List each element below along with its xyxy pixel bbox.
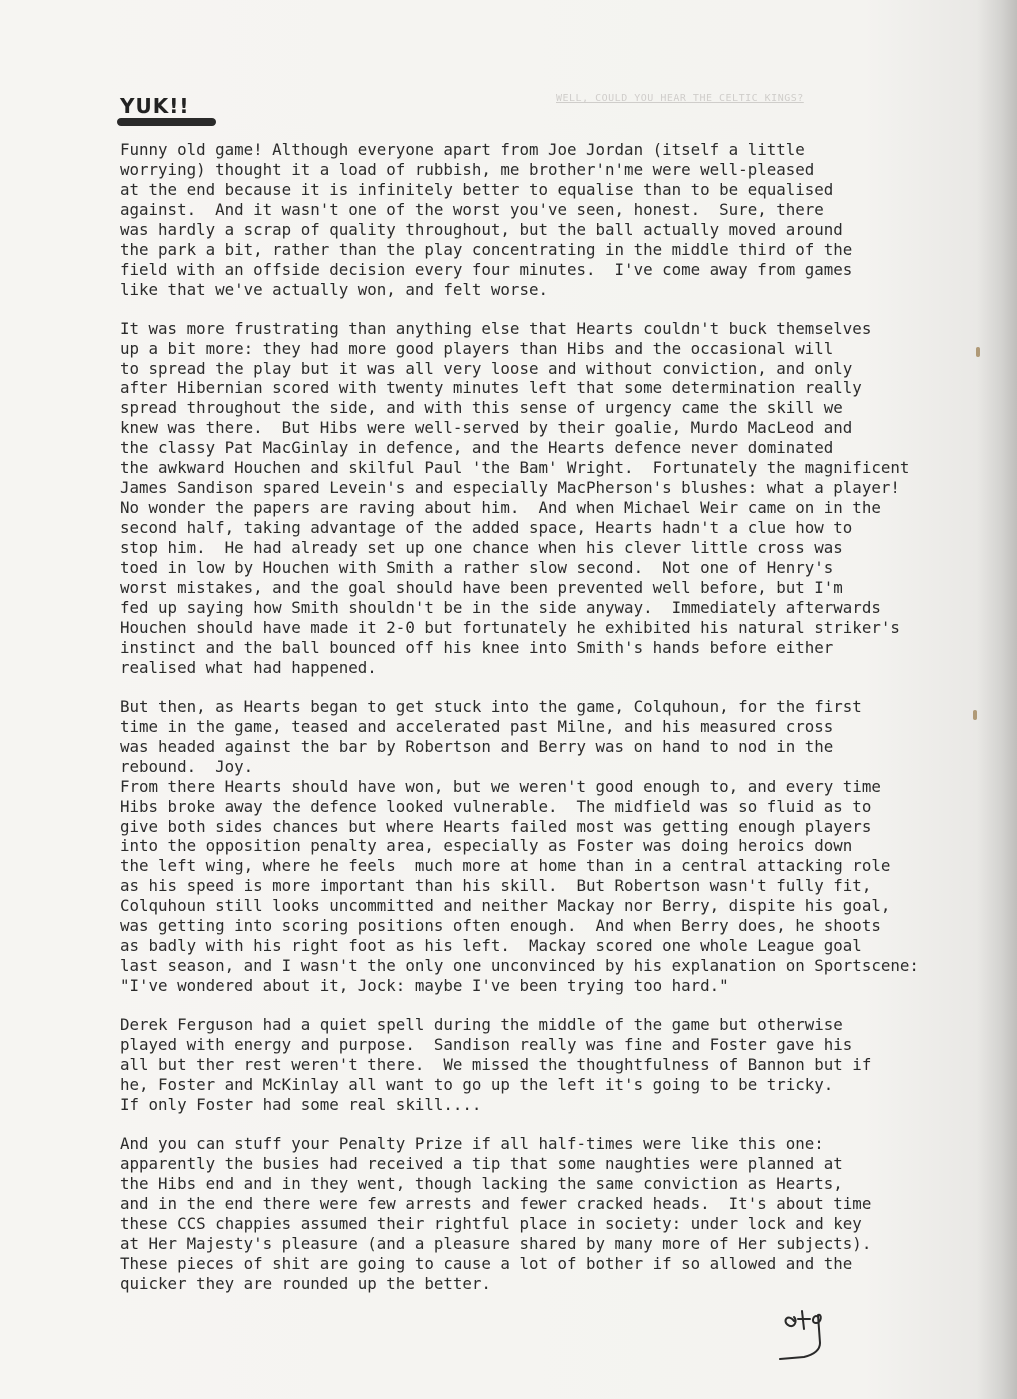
- text-line: Hibs broke away the defence looked vulnerable. The midfield was so fluid as to: [120, 796, 872, 816]
- text-line: James Sandison spared Levein's and especially MacPherson's blushes: what a player!: [120, 478, 900, 498]
- text-line: played with energy and purpose. Sandison really was fine and Foster gave his: [120, 1035, 853, 1055]
- text-line: at the end because it is infinitely better to equalise than to be equalised: [120, 179, 834, 199]
- text-line: quicker they are rounded up the better.: [120, 1273, 491, 1293]
- text-line: Colquhoun still looks uncommitted and neither Mackay nor Berry, dispite his goal,: [120, 896, 891, 916]
- text-line: Funny old game! Although everyone apart from Joe Jordan (itself a little: [120, 140, 805, 159]
- text-line: Derek Ferguson had a quiet spell during the middle of the game but otherwise: [120, 1015, 843, 1035]
- text-line: fed up saying how Smith shouldn't be in the side anyway. Immediately afterwards: [120, 597, 881, 617]
- handwritten-signature: [774, 1303, 874, 1373]
- text-line: after Hibernian scored with twenty minutes left that some determination really: [120, 378, 862, 398]
- text-line: time in the game, teased and accelerated past Milne, and his measured cross: [120, 716, 834, 736]
- text-line: against. And it wasn't one of the worst you've seen, honest. Sure, there: [120, 199, 824, 219]
- text-line: the Hibs end and in they went, though lacking the same conviction as Hearts,: [120, 1173, 843, 1193]
- text-line: worst mistakes, and the goal should have been prevented well before, but I'm: [120, 578, 843, 598]
- text-line: rebound. Joy.: [120, 756, 254, 776]
- paragraph-gap: [120, 1115, 950, 1134]
- text-line: into the opposition penalty area, especially as Foster was doing heroics down: [120, 836, 853, 856]
- text-line: If only Foster had some real skill....: [120, 1094, 482, 1114]
- paragraph-gap: [120, 678, 950, 697]
- text-line: at Her Majesty's pleasure (and a pleasure shared by many more of Her subjects).: [120, 1233, 872, 1253]
- text-line: the classy Pat MacGinlay in defence, and the Hearts defence never dominated: [120, 438, 834, 458]
- text-line: It was more frustrating than anything else that Hearts couldn't buck themselves: [120, 318, 872, 338]
- paragraph: [120, 1134, 950, 1294]
- text-line: like that we've actually won, and felt worse.: [120, 279, 548, 299]
- text-line: But then, as Hearts began to get stuck into the game, Colquhoun, for the first: [120, 696, 862, 716]
- text-line: he, Foster and McKinlay all want to go up the left it's going to be tricky.: [120, 1074, 834, 1094]
- text-line: worrying) thought it a load of rubbish, me brother'n'me were well-pleased: [120, 159, 815, 179]
- text-line: was hardly a scrap of quality throughout, but the ball actually moved around: [120, 219, 843, 239]
- text-line: the awkward Houchen and skilful Paul 'the Bam' Wright. Fortunately the magnificent: [120, 458, 910, 478]
- text-line: the park a bit, rather than the play concentrating in the middle third of the: [120, 239, 853, 259]
- paragraph-gap: [120, 300, 950, 319]
- text-line: From there Hearts should have won, but we weren't good enough to, and every time: [120, 776, 881, 796]
- text-line: "I've wondered about it, Jock: maybe I've been trying too hard.": [120, 976, 729, 996]
- text-line: field with an offside decision every four minutes. I've come away from games: [120, 259, 853, 279]
- text-line: second half, taking advantage of the added space, Hearts hadn't a clue how to: [120, 518, 853, 538]
- text-line: all but ther rest weren't there. We missed the thoughtfulness of Bannon but if: [120, 1054, 872, 1074]
- paragraph: [120, 1015, 950, 1115]
- text-line: was getting into scoring positions often enough. And when Berry does, he shoots: [120, 916, 881, 936]
- text-line: to spread the play but it was all very loose and without conviction, and only: [120, 358, 853, 378]
- text-line: realised what had happened.: [120, 657, 377, 677]
- text-line: and in the end there were few arrests and fewer cracked heads. It's about time: [120, 1193, 872, 1213]
- text-line: knew was there. But Hibs were well-served by their goalie, Murdo MacLeod and: [120, 418, 853, 438]
- show-through-heading: WELL, COULD YOU HEAR THE CELTIC KINGS?: [556, 93, 804, 104]
- text-line: apparently the busies had received a tip that some naughties were planned at: [120, 1153, 843, 1173]
- staple-mark: [973, 710, 977, 720]
- text-line: the left wing, where he feels much more at home than in a central attacking role: [120, 856, 891, 876]
- paragraph: [120, 319, 950, 678]
- staple-mark: [976, 347, 980, 357]
- text-line: No wonder the papers are raving about him. And when Michael Weir came on in the: [120, 498, 881, 518]
- paragraph: [120, 697, 950, 996]
- page-edge-shadow: [977, 0, 1017, 1399]
- text-line: give both sides chances but where Hearts failed most was getting enough players: [120, 816, 872, 836]
- text-line: up a bit more: they had more good players than Hibs and the occasional will: [120, 338, 834, 358]
- article-body: [120, 140, 950, 1293]
- text-line: spread throughout the side, and with this sense of urgency came the skill we: [120, 398, 843, 418]
- text-line: as his speed is more important than his skill. But Robertson wasn't fully fit,: [120, 876, 872, 896]
- text-line: these CCS chappies assumed their rightful place in society: under lock and key: [120, 1213, 862, 1233]
- text-line: And you can stuff your Penalty Prize if all half-times were like this one:: [120, 1133, 824, 1153]
- text-line: last season, and I wasn't the only one unconvinced by his explanation on Sportscene:: [120, 956, 919, 976]
- text-line: stop him. He had already set up one chance when his clever little cross was: [120, 538, 843, 558]
- text-line: as badly with his right foot as his left. Mackay scored one whole League goal: [120, 936, 862, 956]
- paragraph: [120, 140, 950, 300]
- text-line: was headed against the bar by Robertson and Berry was on hand to nod in the: [120, 736, 834, 756]
- paragraph-gap: [120, 996, 950, 1015]
- text-line: instinct and the ball bounced off his knee into Smith's hands before either: [120, 637, 834, 657]
- text-line: Houchen should have made it 2-0 but fortunately he exhibited his natural striker's: [120, 617, 900, 637]
- text-line: toed in low by Houchen with Smith a rather slow second. Not one of Henry's: [120, 558, 834, 578]
- article-title: YUK!!: [120, 94, 190, 118]
- title-underline: [117, 118, 216, 126]
- text-line: These pieces of shit are going to cause a lot of bother if so allowed and the: [120, 1253, 853, 1273]
